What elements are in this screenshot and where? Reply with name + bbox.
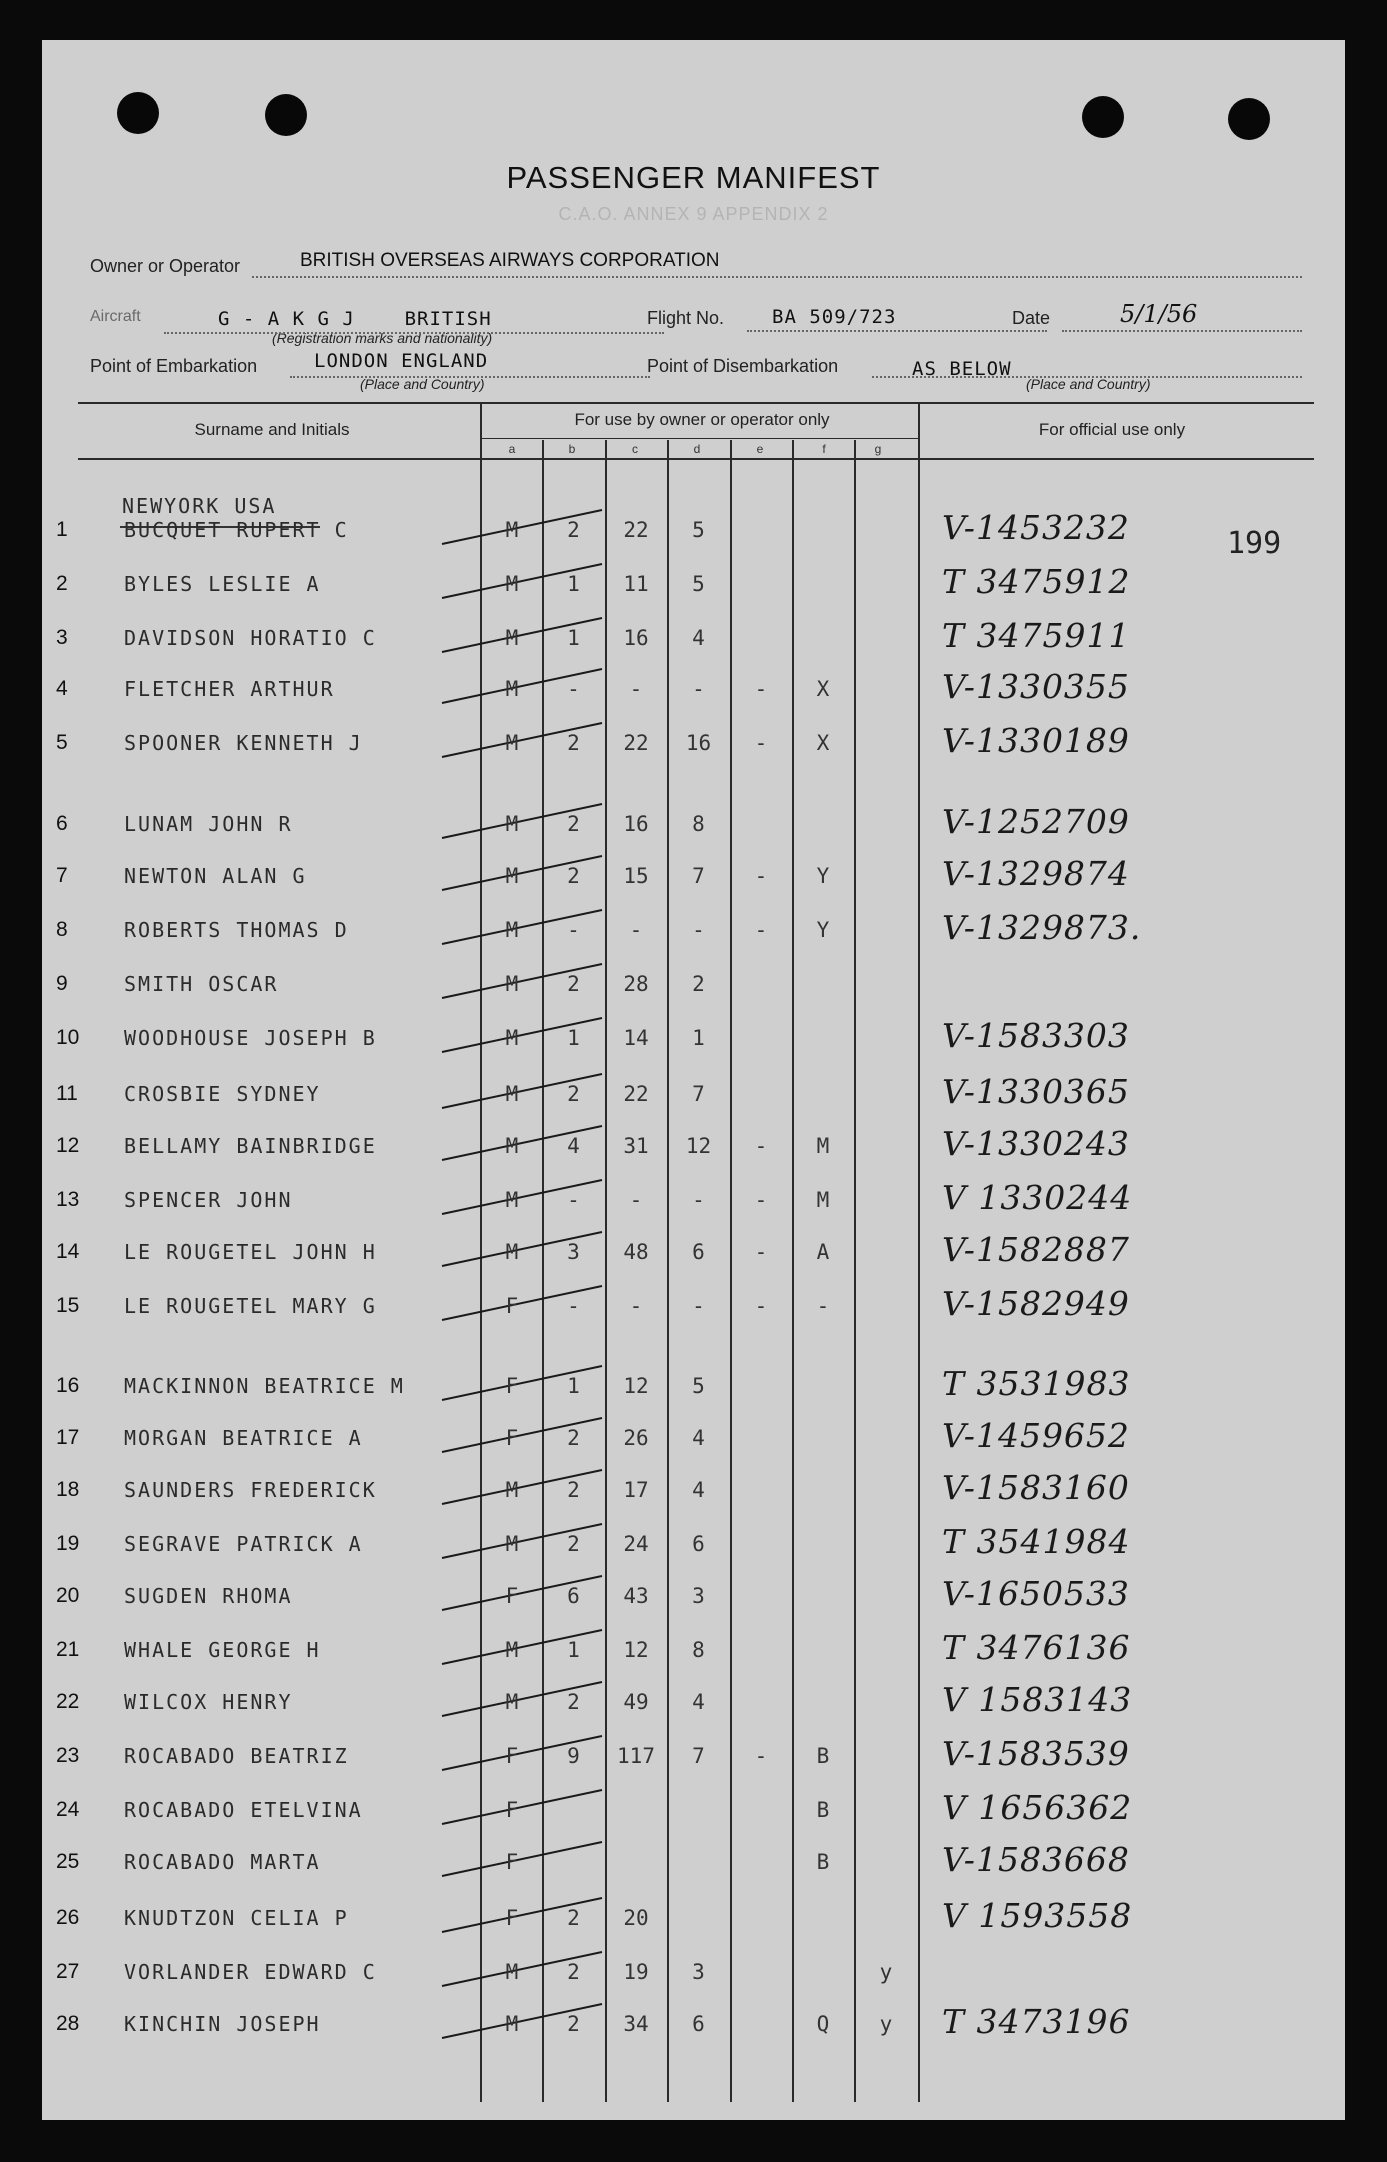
subcol-a-label: a [508,442,516,456]
passenger-name: BELLAMY BAINBRIDGE [124,1134,377,1158]
official-entry: T 3475912 [942,562,1131,601]
cell-d: 6 [692,2012,705,2036]
official-entry: V-1330189 [942,721,1130,760]
aircraft-note: (Registration marks and nationality) [272,330,493,346]
cell-a: F [505,1744,519,1768]
passenger-name: BYLES LESLIE A [124,572,321,596]
cell-a: M [505,972,519,996]
official-entry: V-1252709 [942,802,1130,841]
official-entry: V-1583160 [942,1468,1130,1507]
cell-a: M [505,1638,519,1662]
official-entry: V-1459652 [942,1416,1130,1455]
cell-d: 4 [692,1478,705,1502]
cell-a: M [505,2012,519,2036]
cell-b: - [567,1188,580,1212]
cell-b: 4 [567,1134,580,1158]
row-number: 17 [56,1426,80,1449]
row-number: 20 [56,1584,80,1607]
row-number: 27 [56,1960,80,1983]
passenger-name: SPENCER JOHN [124,1188,293,1212]
cell-e: - [754,864,768,888]
official-entry: V-1330365 [942,1072,1130,1111]
cell-c: 17 [623,1478,649,1502]
passenger-name: WHALE GEORGE H [124,1638,321,1662]
manifest-sheet [42,40,1345,2120]
passenger-name: WILCOX HENRY [124,1690,293,1714]
cell-a: F [505,1850,519,1874]
cell-b: 9 [567,1744,580,1768]
cell-c: 117 [617,1744,655,1768]
cell-c: - [629,1294,643,1318]
official-entry: V-1650533 [942,1574,1130,1613]
official-entry: V-1330243 [942,1124,1130,1163]
cell-d: 4 [692,1690,705,1714]
owner-use-header: For use by owner or operator only [574,410,830,429]
cell-c: 16 [623,626,649,650]
cell-c: 15 [623,864,649,888]
passenger-name: ROBERTS THOMAS D [124,918,349,942]
row-number: 25 [56,1850,80,1873]
cell-a: M [505,1690,519,1714]
flight-value: BA 509/723 [772,306,897,328]
cell-a: M [505,626,519,650]
passenger-row [42,1734,1345,1774]
page-subtitle: C.A.O. ANNEX 9 APPENDIX 2 [558,204,829,224]
passenger-name: LE ROUGETEL MARY G [124,1294,377,1318]
cell-c: 34 [623,2012,649,2036]
cell-c: 11 [623,572,649,596]
cell-e: - [754,731,768,755]
row-number: 5 [56,731,68,754]
cell-b: 1 [567,1374,580,1398]
cell-c: 12 [623,1374,649,1398]
passenger-row [42,1016,1345,1056]
passenger-row [42,802,1345,842]
cell-f: M [816,1134,830,1158]
cell-d: - [692,1294,705,1318]
passenger-name: NEWTON ALAN G [124,864,307,888]
owner-value: BRITISH OVERSEAS AIRWAYS CORPORATION [300,250,720,271]
cell-a: M [505,677,519,701]
passenger-name: VORLANDER EDWARD C [124,1960,377,1984]
subcol-b-label: b [568,442,576,456]
cell-b: 2 [567,1532,580,1556]
subcol-c-label: c [632,442,638,456]
passenger-row [42,508,1345,548]
cell-a: M [505,1532,519,1556]
cell-b: 2 [567,1082,580,1106]
cell-f: B [816,1744,830,1768]
row-number: 2 [56,572,68,595]
row-number: 12 [56,1134,80,1157]
passenger-row [42,562,1345,602]
cell-b: 1 [567,626,580,650]
cell-g: y [879,2012,893,2036]
cell-d: - [692,677,705,701]
cell-f: B [816,1798,830,1822]
cell-d: 3 [692,1584,705,1608]
cell-c: 31 [623,1134,649,1158]
row-number: 26 [56,1906,80,1929]
cell-b: - [567,918,580,942]
disembarkation-value: AS BELOW [912,358,1012,380]
cell-f: Y [816,864,830,888]
passenger-name: SMITH OSCAR [124,972,279,996]
passenger-name: FLETCHER ARTHUR [124,677,335,701]
row-number: 22 [56,1690,80,1713]
cell-c: 22 [623,1082,649,1106]
row-number: 14 [56,1240,80,1263]
cell-a: F [505,1374,519,1398]
passenger-row [42,1124,1345,1164]
row-number: 23 [56,1744,80,1767]
cell-b: 2 [567,1426,580,1450]
official-entry: V 1330244 [942,1178,1133,1217]
passenger-name: KNUDTZON CELIA P [124,1906,349,1930]
cell-b: 2 [567,1906,580,1930]
row-number: 9 [56,972,68,995]
cell-b: - [567,1294,580,1318]
page-number: 199 [1227,526,1282,561]
subcol-f-label: f [822,442,826,456]
cell-g: y [879,1960,893,1984]
cell-d: 3 [692,1960,705,1984]
passenger-row [42,1416,1345,1456]
cell-a: F [505,1906,519,1930]
passenger-row [42,2002,1345,2042]
cell-c: - [629,677,643,701]
cell-a: M [505,518,519,542]
official-header: For official use only [1038,420,1186,439]
official-entry: V-1582949 [942,1284,1130,1323]
official-entry: V 1656362 [942,1788,1133,1827]
cell-d: - [692,1188,705,1212]
row-number: 21 [56,1638,80,1661]
cell-a: M [505,1134,519,1158]
official-entry: T 3531983 [942,1364,1131,1403]
passenger-row [42,1230,1345,1270]
subcol-e-label: e [756,442,764,456]
cell-d: 6 [692,1240,705,1264]
cell-d: 5 [692,572,705,596]
passenger-row [42,1680,1345,1720]
official-entry: T 3473196 [942,2002,1131,2041]
passenger-name: KINCHIN JOSEPH [124,2012,321,2036]
passenger-row [42,1788,1345,1828]
date-value: 5/1/56 [1120,300,1198,328]
embarkation-note: (Place and Country) [360,376,485,392]
cell-b: 1 [567,1638,580,1662]
official-entry: V-1582887 [942,1230,1130,1269]
cell-e: - [754,677,768,701]
official-entry: V-1583668 [942,1840,1130,1879]
subcol-g-label: g [874,442,882,456]
official-entry: T 3476136 [942,1628,1131,1667]
passenger-row [42,854,1345,894]
row-number: 4 [56,677,68,700]
row-number: 11 [56,1082,78,1105]
destination-heading: NEWYORK USA [122,494,277,518]
passenger-name: LUNAM JOHN R [124,812,293,836]
passenger-row [42,1522,1345,1562]
row-number: 24 [56,1798,80,1821]
cell-b: 2 [567,1960,580,1984]
cell-f: B [816,1850,830,1874]
passenger-row [42,1574,1345,1614]
cell-b: - [567,677,580,701]
cell-f: Y [816,918,830,942]
cell-d: - [692,918,705,942]
cell-d: 1 [692,1026,705,1050]
row-number: 6 [56,812,68,835]
cell-d: 8 [692,812,705,836]
embarkation-label: Point of Embarkation [90,356,258,376]
disembarkation-label: Point of Disembarkation [647,356,839,376]
cell-b: 2 [567,1478,580,1502]
disembarkation-note: (Place and Country) [1026,376,1151,392]
cell-a: M [505,812,519,836]
passenger-name: ROCABADO ETELVINA [124,1798,363,1822]
passenger-name: MACKINNON BEATRICE M [124,1374,405,1398]
date-label: Date [1012,308,1051,328]
row-number: 18 [56,1478,80,1501]
cell-a: F [505,1798,519,1822]
cell-c: 16 [623,812,649,836]
cell-a: M [505,1478,519,1502]
cell-c: 20 [623,1906,649,1930]
cell-b: 3 [567,1240,580,1264]
passenger-name: CROSBIE SYDNEY [124,1082,321,1106]
embarkation-value: LONDON ENGLAND [314,350,489,372]
passenger-row [42,1896,1345,1936]
cell-c: 28 [623,972,649,996]
passenger-row [42,1840,1345,1880]
cell-d: 4 [692,626,705,650]
cell-c: 48 [623,1240,649,1264]
cell-d: 7 [692,1744,705,1768]
cell-f: X [816,677,830,701]
aircraft-value: G - A K G J BRITISH [218,308,492,330]
cell-b: 2 [567,972,580,996]
passenger-name: ROCABADO MARTA [124,1850,321,1874]
official-entry: V 1593558 [942,1896,1133,1935]
cell-b: 2 [567,2012,580,2036]
cell-d: 5 [692,518,705,542]
cell-c: - [629,1188,643,1212]
cell-b: 2 [567,864,580,888]
passenger-row [42,1960,1345,1990]
official-entry: V-1583303 [942,1016,1130,1055]
cell-c: - [629,918,643,942]
cell-e: - [754,1294,768,1318]
subcol-d-label: d [693,442,701,456]
cell-a: M [505,864,519,888]
cell-d: 16 [685,731,712,755]
passenger-name: ROCABADO BEATRIZ [124,1744,349,1768]
cell-d: 7 [692,864,705,888]
passenger-row [42,1364,1345,1404]
cell-a: F [505,1584,519,1608]
cell-e: - [754,1134,768,1158]
surname-header: Surname and Initials [194,420,350,439]
passenger-name: WOODHOUSE JOSEPH B [124,1026,377,1050]
official-entry: T 3475911 [942,616,1131,655]
row-number: 13 [56,1188,80,1211]
official-entry: V-1330355 [942,667,1130,706]
cell-a: M [505,731,519,755]
cell-c: 14 [623,1026,649,1050]
cell-e: - [754,1188,768,1212]
row-number: 28 [56,2012,80,2035]
row-number: 10 [56,1026,80,1049]
cell-a: M [505,1082,519,1106]
cell-c: 22 [623,731,649,755]
row-number: 8 [56,918,68,941]
cell-e: - [754,1744,768,1768]
cell-f: A [816,1240,830,1264]
official-entry: V-1329874 [942,854,1130,893]
cell-d: 6 [692,1532,705,1556]
cell-d: 5 [692,1374,705,1398]
cell-c: 19 [623,1960,649,1984]
cell-f: - [816,1294,830,1318]
passenger-row [42,972,1345,1002]
cell-b: 2 [567,1690,580,1714]
cell-b: 2 [567,518,580,542]
flight-label: Flight No. [647,308,725,328]
cell-b: 6 [567,1584,580,1608]
cell-d: 12 [685,1134,712,1158]
cell-a: M [505,918,519,942]
cell-e: - [754,1240,768,1264]
passenger-name: SUGDEN RHOMA [124,1584,293,1608]
row-number: 7 [56,864,68,887]
cell-f: Q [816,2012,830,2036]
passenger-name: SPOONER KENNETH J [124,731,363,755]
cell-a: M [505,1960,519,1984]
row-number: 1 [56,518,68,541]
passenger-row [42,1178,1345,1218]
cell-f: X [816,731,830,755]
passenger-row [42,667,1345,707]
row-number: 16 [56,1374,80,1397]
cell-d: 2 [692,972,705,996]
row-number: 15 [56,1294,80,1317]
passenger-row [42,1628,1345,1668]
passenger-name: MORGAN BEATRICE A [124,1426,363,1450]
cell-b: 2 [567,812,580,836]
cell-d: 7 [692,1082,705,1106]
cell-c: 43 [623,1584,649,1608]
official-entry: V-1329873. [942,908,1142,947]
passenger-row [42,616,1345,656]
passenger-row [42,721,1345,761]
cell-c: 12 [623,1638,649,1662]
cell-a: M [505,1188,519,1212]
passenger-row [42,908,1345,948]
cell-e: - [754,918,768,942]
cell-c: 22 [623,518,649,542]
cell-d: 8 [692,1638,705,1662]
passenger-name: BUCQUET RUPERT C [124,518,349,542]
official-entry: V-1453232 [942,508,1130,547]
cell-b: 1 [567,1026,580,1050]
cell-a: M [505,1026,519,1050]
cell-c: 49 [623,1690,649,1714]
cell-a: M [505,1240,519,1264]
cell-b: 1 [567,572,580,596]
cell-a: F [505,1426,519,1450]
cell-c: 26 [623,1426,649,1450]
passenger-name: LE ROUGETEL JOHN H [124,1240,377,1264]
cell-a: F [505,1294,519,1318]
passenger-row [42,1284,1345,1324]
row-number: 19 [56,1532,80,1555]
aircraft-label: Aircraft [90,308,141,325]
cell-c: 24 [623,1532,649,1556]
cell-d: 4 [692,1426,705,1450]
passenger-name: DAVIDSON HORATIO C [124,626,377,650]
passenger-name: SEGRAVE PATRICK A [124,1532,363,1556]
passenger-name: SAUNDERS FREDERICK [124,1478,377,1502]
page-title: PASSENGER MANIFEST [506,160,881,195]
owner-label: Owner or Operator [90,256,241,276]
cell-b: 2 [567,731,580,755]
row-number: 3 [56,626,68,649]
official-entry: T 3541984 [942,1522,1131,1561]
passenger-row [42,1468,1345,1508]
cell-f: M [816,1188,830,1212]
passenger-row [42,1072,1345,1112]
official-entry: V 1583143 [942,1680,1133,1719]
official-entry: V-1583539 [942,1734,1130,1773]
cell-a: M [505,572,519,596]
